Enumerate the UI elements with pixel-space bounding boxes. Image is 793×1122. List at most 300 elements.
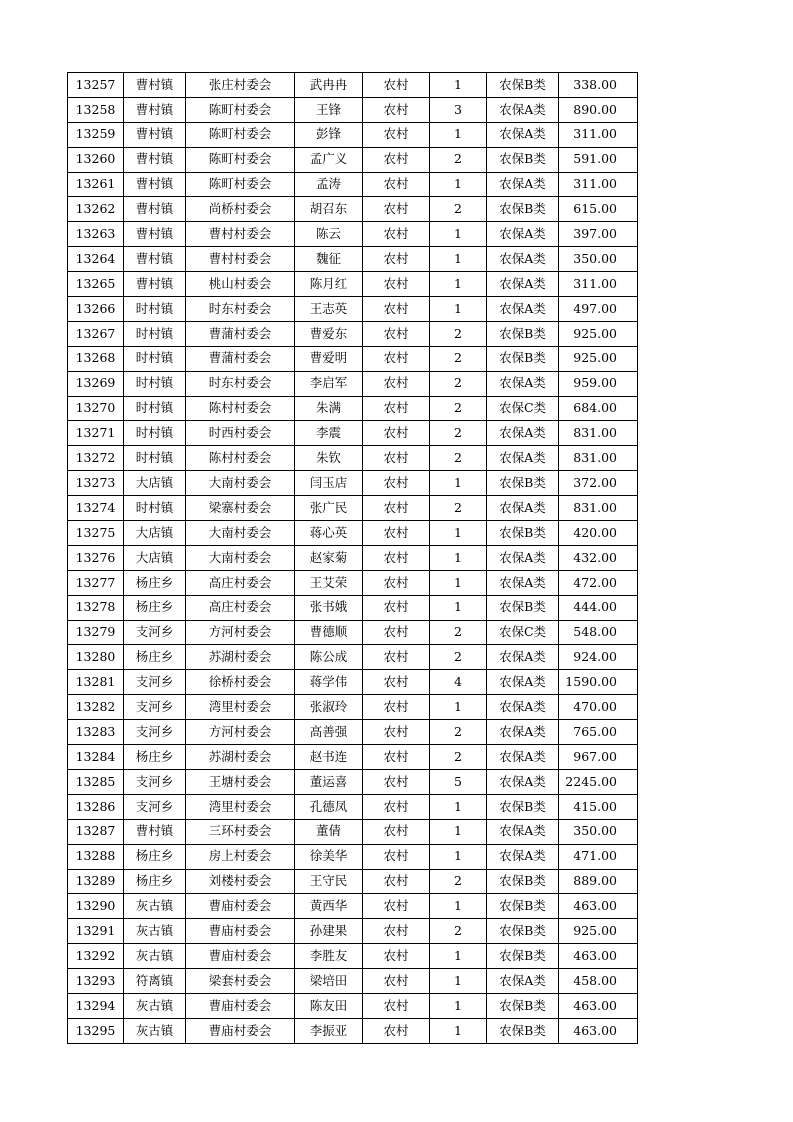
amount-cell: 472.00 xyxy=(559,570,638,595)
table-row xyxy=(68,321,638,346)
village-committee-cell: 高庄村委会 xyxy=(186,595,295,620)
amount-cell: 444.00 xyxy=(559,595,638,620)
serial-number-cell: 13257 xyxy=(68,73,124,98)
area-type-cell: 农村 xyxy=(363,172,430,197)
amount-cell: 765.00 xyxy=(559,720,638,745)
serial-number-cell: 13265 xyxy=(68,272,124,297)
village-committee-cell: 陈町村委会 xyxy=(186,172,295,197)
amount-cell: 615.00 xyxy=(559,197,638,222)
amount-cell: 350.00 xyxy=(559,819,638,844)
township-cell: 大店镇 xyxy=(124,545,186,570)
township-cell: 灰古镇 xyxy=(124,993,186,1018)
table-row xyxy=(68,969,638,994)
amount-cell: 2245.00 xyxy=(559,769,638,794)
township-cell: 曹村镇 xyxy=(124,172,186,197)
table-row xyxy=(68,695,638,720)
person-name-cell: 李胜友 xyxy=(295,944,363,969)
insurance-category-cell: 农保B类 xyxy=(487,993,559,1018)
area-type-cell: 农村 xyxy=(363,496,430,521)
insurance-category-cell: 农保A类 xyxy=(487,969,559,994)
insurance-category-cell: 农保A类 xyxy=(487,421,559,446)
serial-number-cell: 13279 xyxy=(68,620,124,645)
household-count-cell: 2 xyxy=(430,645,487,670)
village-committee-cell: 陈町村委会 xyxy=(186,97,295,122)
area-type-cell: 农村 xyxy=(363,122,430,147)
insurance-category-cell: 农保B类 xyxy=(487,595,559,620)
area-type-cell: 农村 xyxy=(363,869,430,894)
insurance-category-cell: 农保A类 xyxy=(487,695,559,720)
person-name-cell: 孙建果 xyxy=(295,919,363,944)
table-row xyxy=(68,496,638,521)
person-name-cell: 王守民 xyxy=(295,869,363,894)
area-type-cell: 农村 xyxy=(363,969,430,994)
township-cell: 曹村镇 xyxy=(124,97,186,122)
serial-number-cell: 13283 xyxy=(68,720,124,745)
household-count-cell: 2 xyxy=(430,496,487,521)
area-type-cell: 农村 xyxy=(363,471,430,496)
township-cell: 灰古镇 xyxy=(124,894,186,919)
insurance-category-cell: 农保A类 xyxy=(487,272,559,297)
insurance-category-cell: 农保A类 xyxy=(487,446,559,471)
township-cell: 杨庄乡 xyxy=(124,844,186,869)
serial-number-cell: 13292 xyxy=(68,944,124,969)
amount-cell: 311.00 xyxy=(559,122,638,147)
amount-cell: 967.00 xyxy=(559,745,638,770)
amount-cell: 372.00 xyxy=(559,471,638,496)
area-type-cell: 农村 xyxy=(363,297,430,322)
household-count-cell: 1 xyxy=(430,894,487,919)
village-committee-cell: 大南村委会 xyxy=(186,521,295,546)
household-count-cell: 1 xyxy=(430,73,487,98)
village-committee-cell: 曹庙村委会 xyxy=(186,1018,295,1043)
person-name-cell: 张淑玲 xyxy=(295,695,363,720)
table-row xyxy=(68,620,638,645)
area-type-cell: 农村 xyxy=(363,346,430,371)
area-type-cell: 农村 xyxy=(363,695,430,720)
township-cell: 曹村镇 xyxy=(124,197,186,222)
township-cell: 时村镇 xyxy=(124,496,186,521)
table-row xyxy=(68,147,638,172)
table-row xyxy=(68,371,638,396)
amount-cell: 432.00 xyxy=(559,545,638,570)
person-name-cell: 孔德凤 xyxy=(295,794,363,819)
person-name-cell: 董运喜 xyxy=(295,769,363,794)
person-name-cell: 曹爱东 xyxy=(295,321,363,346)
village-committee-cell: 陈村村委会 xyxy=(186,396,295,421)
township-cell: 曹村镇 xyxy=(124,73,186,98)
area-type-cell: 农村 xyxy=(363,247,430,272)
village-committee-cell: 王塘村委会 xyxy=(186,769,295,794)
amount-cell: 1590.00 xyxy=(559,670,638,695)
serial-number-cell: 13267 xyxy=(68,321,124,346)
village-committee-cell: 曹蒲村委会 xyxy=(186,346,295,371)
serial-number-cell: 13287 xyxy=(68,819,124,844)
area-type-cell: 农村 xyxy=(363,645,430,670)
amount-cell: 924.00 xyxy=(559,645,638,670)
village-committee-cell: 曹庙村委会 xyxy=(186,894,295,919)
township-cell: 灰古镇 xyxy=(124,1018,186,1043)
village-committee-cell: 大南村委会 xyxy=(186,471,295,496)
area-type-cell: 农村 xyxy=(363,545,430,570)
insurance-category-cell: 农保B类 xyxy=(487,894,559,919)
household-count-cell: 1 xyxy=(430,570,487,595)
village-committee-cell: 方河村委会 xyxy=(186,720,295,745)
household-count-cell: 1 xyxy=(430,172,487,197)
person-name-cell: 陈友田 xyxy=(295,993,363,1018)
person-name-cell: 李启军 xyxy=(295,371,363,396)
village-committee-cell: 曹庙村委会 xyxy=(186,919,295,944)
table-row xyxy=(68,247,638,272)
village-committee-cell: 大南村委会 xyxy=(186,545,295,570)
area-type-cell: 农村 xyxy=(363,844,430,869)
area-type-cell: 农村 xyxy=(363,745,430,770)
table-row xyxy=(68,446,638,471)
amount-cell: 959.00 xyxy=(559,371,638,396)
amount-cell: 338.00 xyxy=(559,73,638,98)
household-count-cell: 2 xyxy=(430,197,487,222)
roster-body xyxy=(68,73,638,1044)
area-type-cell: 农村 xyxy=(363,570,430,595)
area-type-cell: 农村 xyxy=(363,321,430,346)
area-type-cell: 农村 xyxy=(363,769,430,794)
person-name-cell: 曹爱明 xyxy=(295,346,363,371)
household-count-cell: 2 xyxy=(430,720,487,745)
village-committee-cell: 陈町村委会 xyxy=(186,147,295,172)
amount-cell: 831.00 xyxy=(559,496,638,521)
serial-number-cell: 13264 xyxy=(68,247,124,272)
village-committee-cell: 湾里村委会 xyxy=(186,695,295,720)
village-committee-cell: 刘楼村委会 xyxy=(186,869,295,894)
person-name-cell: 曹德顺 xyxy=(295,620,363,645)
amount-cell: 350.00 xyxy=(559,247,638,272)
area-type-cell: 农村 xyxy=(363,97,430,122)
table-row xyxy=(68,670,638,695)
village-committee-cell: 时东村委会 xyxy=(186,371,295,396)
insurance-category-cell: 农保B类 xyxy=(487,73,559,98)
household-count-cell: 2 xyxy=(430,321,487,346)
household-count-cell: 1 xyxy=(430,969,487,994)
person-name-cell: 彭锋 xyxy=(295,122,363,147)
insurance-category-cell: 农保B类 xyxy=(487,471,559,496)
table-row xyxy=(68,570,638,595)
amount-cell: 684.00 xyxy=(559,396,638,421)
table-row xyxy=(68,172,638,197)
area-type-cell: 农村 xyxy=(363,446,430,471)
area-type-cell: 农村 xyxy=(363,1018,430,1043)
township-cell: 曹村镇 xyxy=(124,222,186,247)
table-row xyxy=(68,545,638,570)
household-count-cell: 1 xyxy=(430,521,487,546)
township-cell: 杨庄乡 xyxy=(124,869,186,894)
amount-cell: 463.00 xyxy=(559,944,638,969)
serial-number-cell: 13289 xyxy=(68,869,124,894)
township-cell: 时村镇 xyxy=(124,421,186,446)
serial-number-cell: 13260 xyxy=(68,147,124,172)
insurance-category-cell: 农保B类 xyxy=(487,1018,559,1043)
serial-number-cell: 13262 xyxy=(68,197,124,222)
township-cell: 灰古镇 xyxy=(124,944,186,969)
amount-cell: 415.00 xyxy=(559,794,638,819)
village-committee-cell: 徐桥村委会 xyxy=(186,670,295,695)
township-cell: 杨庄乡 xyxy=(124,645,186,670)
table-row xyxy=(68,869,638,894)
household-count-cell: 2 xyxy=(430,446,487,471)
insurance-category-cell: 农保A类 xyxy=(487,670,559,695)
amount-cell: 925.00 xyxy=(559,919,638,944)
serial-number-cell: 13290 xyxy=(68,894,124,919)
township-cell: 支河乡 xyxy=(124,620,186,645)
insurance-category-cell: 农保A类 xyxy=(487,222,559,247)
township-cell: 时村镇 xyxy=(124,346,186,371)
household-count-cell: 2 xyxy=(430,919,487,944)
township-cell: 支河乡 xyxy=(124,794,186,819)
serial-number-cell: 13278 xyxy=(68,595,124,620)
person-name-cell: 朱满 xyxy=(295,396,363,421)
insurance-category-cell: 农保B类 xyxy=(487,197,559,222)
insurance-category-cell: 农保C类 xyxy=(487,620,559,645)
person-name-cell: 孟广义 xyxy=(295,147,363,172)
table-row xyxy=(68,745,638,770)
township-cell: 曹村镇 xyxy=(124,122,186,147)
household-count-cell: 1 xyxy=(430,844,487,869)
household-count-cell: 1 xyxy=(430,695,487,720)
insurance-category-cell: 农保A类 xyxy=(487,371,559,396)
township-cell: 杨庄乡 xyxy=(124,745,186,770)
person-name-cell: 王志英 xyxy=(295,297,363,322)
household-count-cell: 2 xyxy=(430,745,487,770)
person-name-cell: 李震 xyxy=(295,421,363,446)
household-count-cell: 1 xyxy=(430,222,487,247)
township-cell: 符离镇 xyxy=(124,969,186,994)
household-count-cell: 2 xyxy=(430,346,487,371)
insurance-category-cell: 农保A类 xyxy=(487,819,559,844)
household-count-cell: 1 xyxy=(430,794,487,819)
serial-number-cell: 13271 xyxy=(68,421,124,446)
amount-cell: 831.00 xyxy=(559,421,638,446)
table-row xyxy=(68,993,638,1018)
area-type-cell: 农村 xyxy=(363,371,430,396)
person-name-cell: 王艾荣 xyxy=(295,570,363,595)
village-committee-cell: 梁套村委会 xyxy=(186,969,295,994)
serial-number-cell: 13276 xyxy=(68,545,124,570)
serial-number-cell: 13288 xyxy=(68,844,124,869)
village-committee-cell: 三环村委会 xyxy=(186,819,295,844)
village-committee-cell: 苏湖村委会 xyxy=(186,645,295,670)
person-name-cell: 高善强 xyxy=(295,720,363,745)
township-cell: 曹村镇 xyxy=(124,819,186,844)
household-count-cell: 2 xyxy=(430,869,487,894)
household-count-cell: 1 xyxy=(430,247,487,272)
table-row xyxy=(68,819,638,844)
village-committee-cell: 房上村委会 xyxy=(186,844,295,869)
amount-cell: 925.00 xyxy=(559,346,638,371)
household-count-cell: 1 xyxy=(430,471,487,496)
household-count-cell: 1 xyxy=(430,297,487,322)
village-committee-cell: 时西村委会 xyxy=(186,421,295,446)
village-committee-cell: 张庄村委会 xyxy=(186,73,295,98)
village-committee-cell: 高庄村委会 xyxy=(186,570,295,595)
serial-number-cell: 13281 xyxy=(68,670,124,695)
insurance-category-cell: 农保A类 xyxy=(487,172,559,197)
insurance-category-cell: 农保B类 xyxy=(487,147,559,172)
household-count-cell: 1 xyxy=(430,819,487,844)
area-type-cell: 农村 xyxy=(363,720,430,745)
amount-cell: 420.00 xyxy=(559,521,638,546)
household-count-cell: 1 xyxy=(430,944,487,969)
household-count-cell: 2 xyxy=(430,371,487,396)
area-type-cell: 农村 xyxy=(363,595,430,620)
area-type-cell: 农村 xyxy=(363,222,430,247)
township-cell: 大店镇 xyxy=(124,521,186,546)
amount-cell: 311.00 xyxy=(559,272,638,297)
insurance-category-cell: 农保A类 xyxy=(487,97,559,122)
serial-number-cell: 13275 xyxy=(68,521,124,546)
person-name-cell: 董倩 xyxy=(295,819,363,844)
serial-number-cell: 13270 xyxy=(68,396,124,421)
amount-cell: 458.00 xyxy=(559,969,638,994)
amount-cell: 889.00 xyxy=(559,869,638,894)
serial-number-cell: 13284 xyxy=(68,745,124,770)
insurance-category-cell: 农保B类 xyxy=(487,944,559,969)
household-count-cell: 5 xyxy=(430,769,487,794)
person-name-cell: 魏征 xyxy=(295,247,363,272)
serial-number-cell: 13280 xyxy=(68,645,124,670)
person-name-cell: 张书娥 xyxy=(295,595,363,620)
insurance-category-cell: 农保A类 xyxy=(487,496,559,521)
person-name-cell: 陈公成 xyxy=(295,645,363,670)
amount-cell: 548.00 xyxy=(559,620,638,645)
serial-number-cell: 13258 xyxy=(68,97,124,122)
amount-cell: 471.00 xyxy=(559,844,638,869)
table-row xyxy=(68,396,638,421)
table-row xyxy=(68,421,638,446)
person-name-cell: 武冉冉 xyxy=(295,73,363,98)
amount-cell: 463.00 xyxy=(559,993,638,1018)
serial-number-cell: 13293 xyxy=(68,969,124,994)
person-name-cell: 梁培田 xyxy=(295,969,363,994)
township-cell: 时村镇 xyxy=(124,446,186,471)
table-row xyxy=(68,97,638,122)
person-name-cell: 徐美华 xyxy=(295,844,363,869)
household-count-cell: 1 xyxy=(430,595,487,620)
township-cell: 灰古镇 xyxy=(124,919,186,944)
person-name-cell: 陈月红 xyxy=(295,272,363,297)
household-count-cell: 2 xyxy=(430,147,487,172)
village-committee-cell: 曹庙村委会 xyxy=(186,944,295,969)
household-count-cell: 1 xyxy=(430,993,487,1018)
township-cell: 支河乡 xyxy=(124,695,186,720)
village-committee-cell: 时东村委会 xyxy=(186,297,295,322)
serial-number-cell: 13286 xyxy=(68,794,124,819)
village-committee-cell: 陈町村委会 xyxy=(186,122,295,147)
household-count-cell: 2 xyxy=(430,620,487,645)
person-name-cell: 赵家菊 xyxy=(295,545,363,570)
table-row xyxy=(68,769,638,794)
table-row xyxy=(68,720,638,745)
table-row xyxy=(68,794,638,819)
household-count-cell: 1 xyxy=(430,1018,487,1043)
village-committee-cell: 尚桥村委会 xyxy=(186,197,295,222)
area-type-cell: 农村 xyxy=(363,794,430,819)
amount-cell: 925.00 xyxy=(559,321,638,346)
table-row xyxy=(68,73,638,98)
serial-number-cell: 13272 xyxy=(68,446,124,471)
insurance-category-cell: 农保A类 xyxy=(487,297,559,322)
insurance-category-cell: 农保B类 xyxy=(487,321,559,346)
insurance-category-cell: 农保A类 xyxy=(487,844,559,869)
amount-cell: 397.00 xyxy=(559,222,638,247)
village-committee-cell: 方河村委会 xyxy=(186,620,295,645)
table-row xyxy=(68,222,638,247)
insurance-category-cell: 农保B类 xyxy=(487,346,559,371)
person-name-cell: 黄西华 xyxy=(295,894,363,919)
serial-number-cell: 13291 xyxy=(68,919,124,944)
table-row xyxy=(68,919,638,944)
person-name-cell: 朱钦 xyxy=(295,446,363,471)
township-cell: 时村镇 xyxy=(124,321,186,346)
serial-number-cell: 13269 xyxy=(68,371,124,396)
insurance-category-cell: 农保A类 xyxy=(487,545,559,570)
insurance-category-cell: 农保A类 xyxy=(487,247,559,272)
village-committee-cell: 湾里村委会 xyxy=(186,794,295,819)
township-cell: 时村镇 xyxy=(124,371,186,396)
insurance-category-cell: 农保C类 xyxy=(487,396,559,421)
person-name-cell: 赵书连 xyxy=(295,745,363,770)
amount-cell: 497.00 xyxy=(559,297,638,322)
amount-cell: 311.00 xyxy=(559,172,638,197)
area-type-cell: 农村 xyxy=(363,894,430,919)
serial-number-cell: 13263 xyxy=(68,222,124,247)
table-row xyxy=(68,471,638,496)
township-cell: 支河乡 xyxy=(124,670,186,695)
serial-number-cell: 13285 xyxy=(68,769,124,794)
serial-number-cell: 13268 xyxy=(68,346,124,371)
village-committee-cell: 曹蒲村委会 xyxy=(186,321,295,346)
serial-number-cell: 13277 xyxy=(68,570,124,595)
insurance-category-cell: 农保A类 xyxy=(487,745,559,770)
township-cell: 曹村镇 xyxy=(124,247,186,272)
person-name-cell: 孟涛 xyxy=(295,172,363,197)
amount-cell: 463.00 xyxy=(559,1018,638,1043)
table-row xyxy=(68,197,638,222)
amount-cell: 463.00 xyxy=(559,894,638,919)
township-cell: 大店镇 xyxy=(124,471,186,496)
table-row xyxy=(68,346,638,371)
village-committee-cell: 苏湖村委会 xyxy=(186,745,295,770)
insurance-category-cell: 农保A类 xyxy=(487,769,559,794)
insurance-category-cell: 农保A类 xyxy=(487,645,559,670)
table-row xyxy=(68,521,638,546)
person-name-cell: 张广民 xyxy=(295,496,363,521)
table-row xyxy=(68,645,638,670)
serial-number-cell: 13273 xyxy=(68,471,124,496)
household-count-cell: 1 xyxy=(430,545,487,570)
person-name-cell: 蒋学伟 xyxy=(295,670,363,695)
person-name-cell: 陈云 xyxy=(295,222,363,247)
table-row xyxy=(68,1018,638,1043)
township-cell: 时村镇 xyxy=(124,396,186,421)
area-type-cell: 农村 xyxy=(363,993,430,1018)
serial-number-cell: 13266 xyxy=(68,297,124,322)
insurance-category-cell: 农保A类 xyxy=(487,570,559,595)
insurance-category-cell: 农保B类 xyxy=(487,521,559,546)
roster-table xyxy=(67,72,638,1044)
area-type-cell: 农村 xyxy=(363,421,430,446)
household-count-cell: 1 xyxy=(430,122,487,147)
household-count-cell: 2 xyxy=(430,396,487,421)
township-cell: 曹村镇 xyxy=(124,147,186,172)
area-type-cell: 农村 xyxy=(363,620,430,645)
